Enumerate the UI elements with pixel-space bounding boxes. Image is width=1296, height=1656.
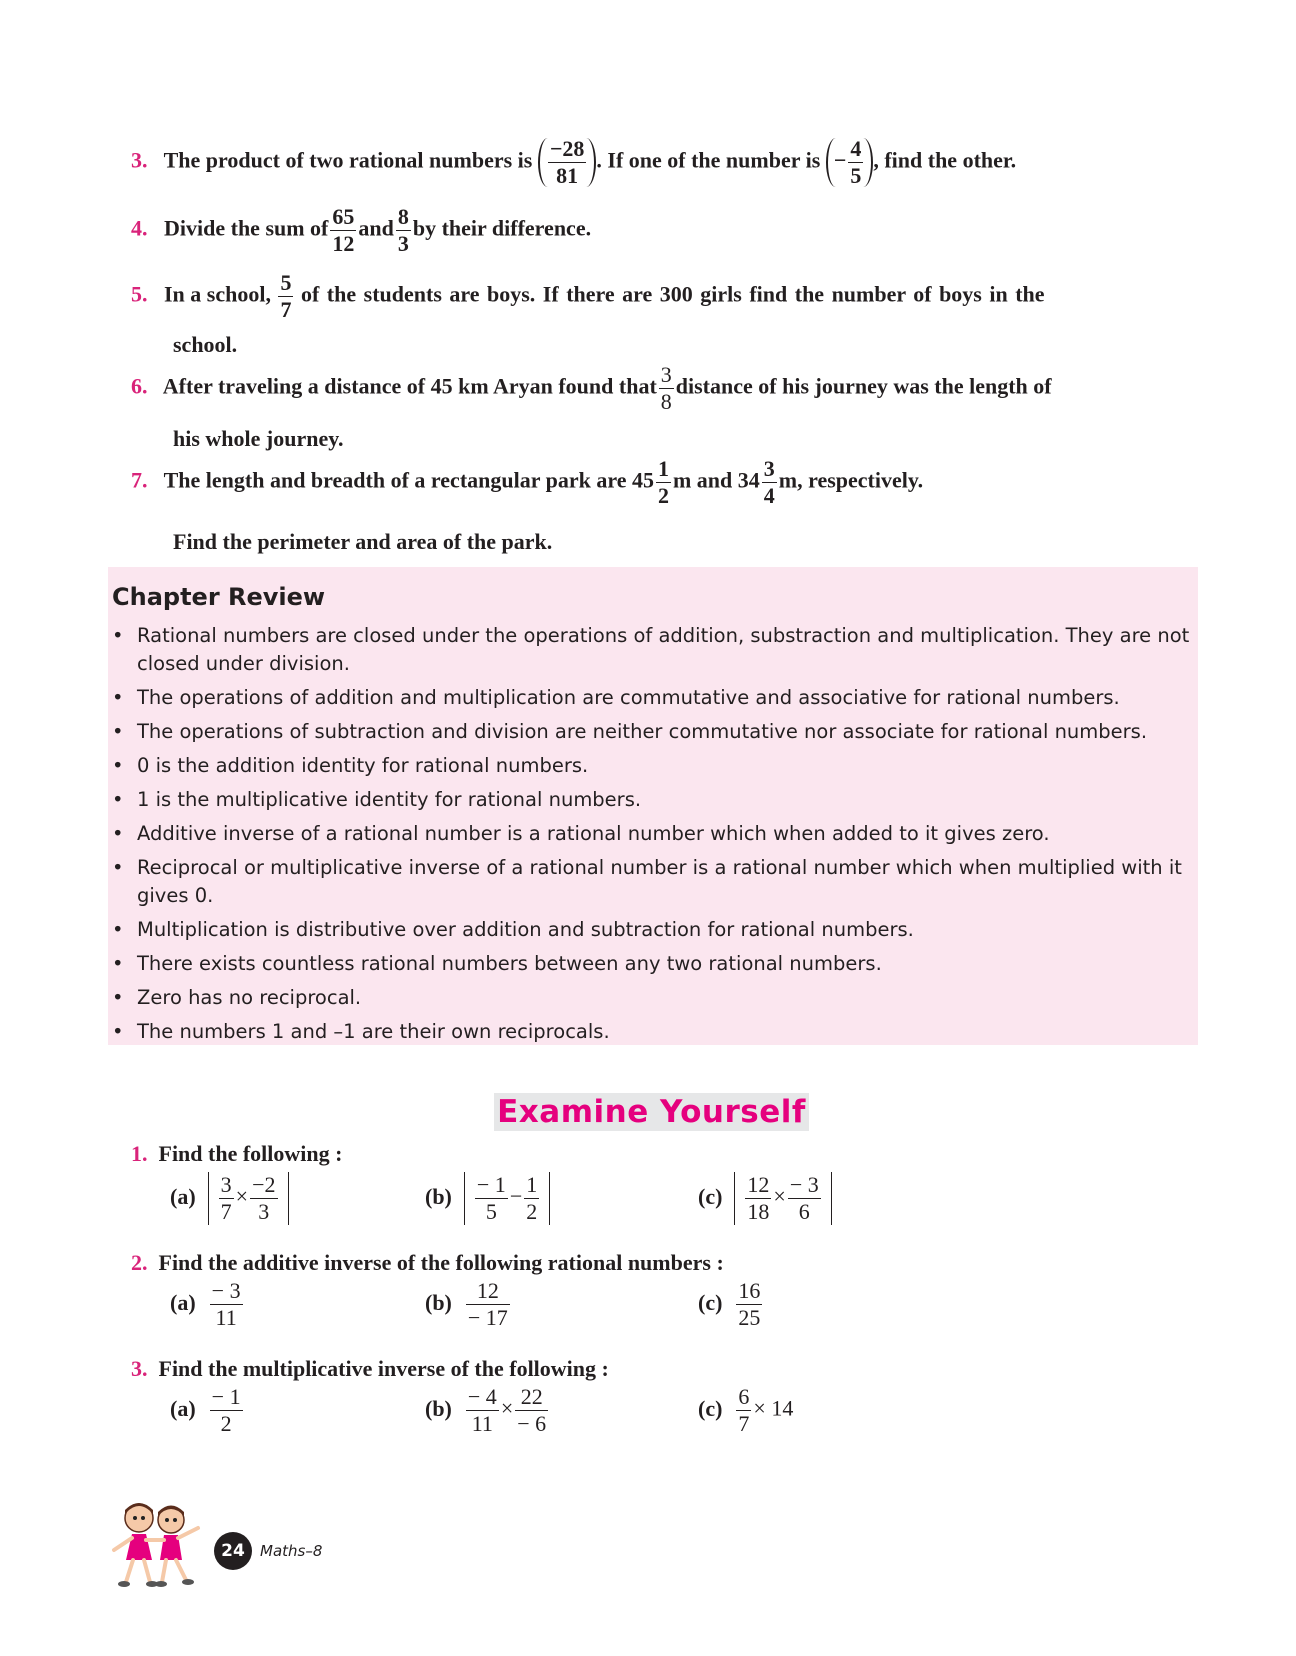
denominator: 7: [280, 297, 292, 322]
denominator: − 6: [517, 1411, 547, 1436]
option-label: (c): [698, 1395, 723, 1421]
minus-sign: −: [833, 147, 847, 173]
option-2c: [698, 1280, 764, 1329]
numerator: 1: [526, 1172, 538, 1197]
denominator: 2: [220, 1411, 232, 1436]
numerator: 4: [850, 136, 862, 161]
option-label: (c): [698, 1289, 723, 1315]
numerator: 12: [466, 1280, 510, 1305]
question-number: 2.: [131, 1250, 148, 1275]
question-text: Find the additive inverse of the following rational numbers :: [158, 1250, 724, 1275]
option-1a: [170, 1172, 289, 1225]
list-item: • Additive inverse of a rational number is a rational number which when added to it gives zero.: [112, 820, 1192, 848]
numerator: 3: [763, 456, 775, 481]
question-text: m, respectively.: [778, 467, 924, 493]
operator: × 14: [753, 1395, 794, 1421]
question-3: [131, 138, 1016, 187]
question-number: 4.: [131, 215, 148, 241]
numerator: − 3: [789, 1172, 819, 1197]
option-label: (b): [425, 1183, 452, 1209]
numerator: −2: [252, 1172, 276, 1197]
option-label: (a): [170, 1183, 196, 1209]
question-text: Find the following :: [158, 1141, 343, 1166]
list-item: • The operations of addition and multiplication are commutative and associative for rational numbers.: [112, 684, 1192, 712]
question-text: by their difference.: [412, 215, 592, 241]
question-text: . If one of the number is: [596, 147, 821, 173]
option-2b: [425, 1280, 512, 1329]
book-title: Maths–8: [260, 1542, 323, 1560]
denominator: 3: [258, 1199, 270, 1224]
numerator: −28: [549, 136, 585, 161]
numerator: 6: [738, 1384, 750, 1409]
denominator: − 17: [467, 1305, 508, 1330]
question-5: [131, 272, 1045, 321]
denominator: 4: [763, 483, 775, 508]
denominator: 3: [397, 231, 409, 256]
denominator: 7: [738, 1411, 750, 1436]
question-5-line2: school.: [173, 332, 238, 357]
question-number: 7.: [131, 467, 148, 493]
numerator: 65: [332, 204, 355, 229]
absolute-value: [464, 1172, 550, 1225]
question-text: m and 34: [672, 467, 760, 493]
question-text: distance of his journey was the length of: [675, 373, 1052, 399]
question-number: 6.: [131, 373, 148, 399]
denominator: 81: [556, 163, 579, 188]
option-3c: [698, 1386, 793, 1435]
denominator: 6: [798, 1199, 810, 1224]
question-number: 3.: [131, 1356, 148, 1381]
question-text: , find the other.: [873, 147, 1017, 173]
examine-question-1: [131, 1143, 342, 1165]
numerator: 3: [220, 1172, 232, 1197]
denominator: 11: [471, 1411, 493, 1436]
question-text: Divide the sum of: [164, 215, 329, 241]
option-label: (c): [698, 1183, 723, 1209]
absolute-value: [734, 1172, 831, 1225]
numerator: 8: [397, 204, 409, 229]
question-4: [131, 206, 591, 255]
option-label: (b): [425, 1289, 452, 1315]
question-7: [131, 458, 923, 507]
numerator: 22: [515, 1386, 548, 1411]
list-item: • 1 is the multiplicative identity for rational numbers.: [112, 786, 1192, 814]
question-text: Find the multiplicative inverse of the following :: [158, 1356, 609, 1381]
list-item: • There exists countless rational numbers between any two rational numbers.: [112, 950, 1192, 978]
list-item: • The operations of subtraction and division are neither commutative nor associate for rational numbers.: [112, 718, 1192, 746]
option-label: (a): [170, 1289, 196, 1315]
denominator: 2: [526, 1199, 538, 1224]
denominator: 5: [850, 163, 862, 188]
kids-mascot-icon: [106, 1498, 206, 1590]
numerator: 12: [747, 1172, 770, 1197]
denominator: 25: [738, 1305, 761, 1330]
chapter-review-list: [112, 622, 1192, 1052]
option-2a: [170, 1280, 245, 1329]
examine-question-2: [131, 1252, 724, 1274]
question-7-line2: Find the perimeter and area of the park.: [173, 529, 553, 554]
denominator: 5: [485, 1199, 497, 1224]
operator: ×: [235, 1183, 249, 1209]
list-item: • Reciprocal or multiplicative inverse of a rational number is a rational number which when multiplied with it gives 0.: [112, 854, 1192, 910]
numerator: − 4: [467, 1384, 497, 1409]
option-label: (b): [425, 1395, 452, 1421]
question-text: After traveling a distance of 45 km Aryan found that: [162, 373, 657, 399]
numerator: − 1: [211, 1384, 241, 1409]
numerator: − 1: [476, 1172, 506, 1197]
denominator: 7: [220, 1199, 232, 1224]
operator: −: [509, 1183, 523, 1209]
list-item: • 0 is the addition identity for rational numbers.: [112, 752, 1192, 780]
question-text: and: [358, 215, 394, 241]
numerator: 16: [738, 1278, 761, 1303]
fraction-paren: [538, 138, 597, 187]
denominator: 11: [215, 1305, 237, 1330]
question-text: In a school,: [164, 281, 271, 307]
question-6-line2: his whole journey.: [173, 426, 344, 451]
numerator: 1: [657, 456, 669, 481]
list-item: • The numbers 1 and –1 are their own reciprocals.: [112, 1018, 1192, 1046]
numerator: − 3: [211, 1278, 241, 1303]
numerator: 5: [280, 270, 292, 295]
absolute-value: [208, 1172, 289, 1225]
denominator: 2: [657, 483, 669, 508]
question-text: of the students are boys. If there are 300 girls find the number of boys in the: [300, 281, 1045, 307]
option-3a: [170, 1386, 245, 1435]
page-number: 24: [214, 1532, 252, 1570]
question-6: [131, 364, 1052, 413]
fraction-paren: [826, 138, 874, 187]
examine-question-3: [131, 1358, 609, 1380]
examine-yourself-heading: Examine Yourself: [494, 1093, 809, 1131]
question-number: 1.: [131, 1141, 148, 1166]
denominator: 12: [332, 231, 355, 256]
question-number: 5.: [131, 281, 148, 307]
option-3b: [425, 1386, 550, 1435]
operator: ×: [500, 1395, 514, 1421]
option-label: (a): [170, 1395, 196, 1421]
operator: ×: [773, 1183, 786, 1209]
list-item: • Rational numbers are closed under the operations of addition, substraction and multiplication. They are not closed under division.: [112, 622, 1192, 678]
question-number: 3.: [131, 147, 148, 173]
question-text: The product of two rational numbers is: [163, 147, 533, 173]
list-item: • Zero has no reciprocal.: [112, 984, 1192, 1012]
denominator: 18: [747, 1199, 770, 1224]
chapter-review-title: Chapter Review: [112, 583, 326, 611]
option-1b: [425, 1172, 550, 1225]
denominator: 8: [660, 389, 672, 414]
option-1c: [698, 1172, 832, 1225]
list-item: • Multiplication is distributive over addition and subtraction for rational numbers.: [112, 916, 1192, 944]
numerator: 3: [660, 362, 672, 387]
question-text: The length and breadth of a rectangular park are 45: [163, 467, 654, 493]
